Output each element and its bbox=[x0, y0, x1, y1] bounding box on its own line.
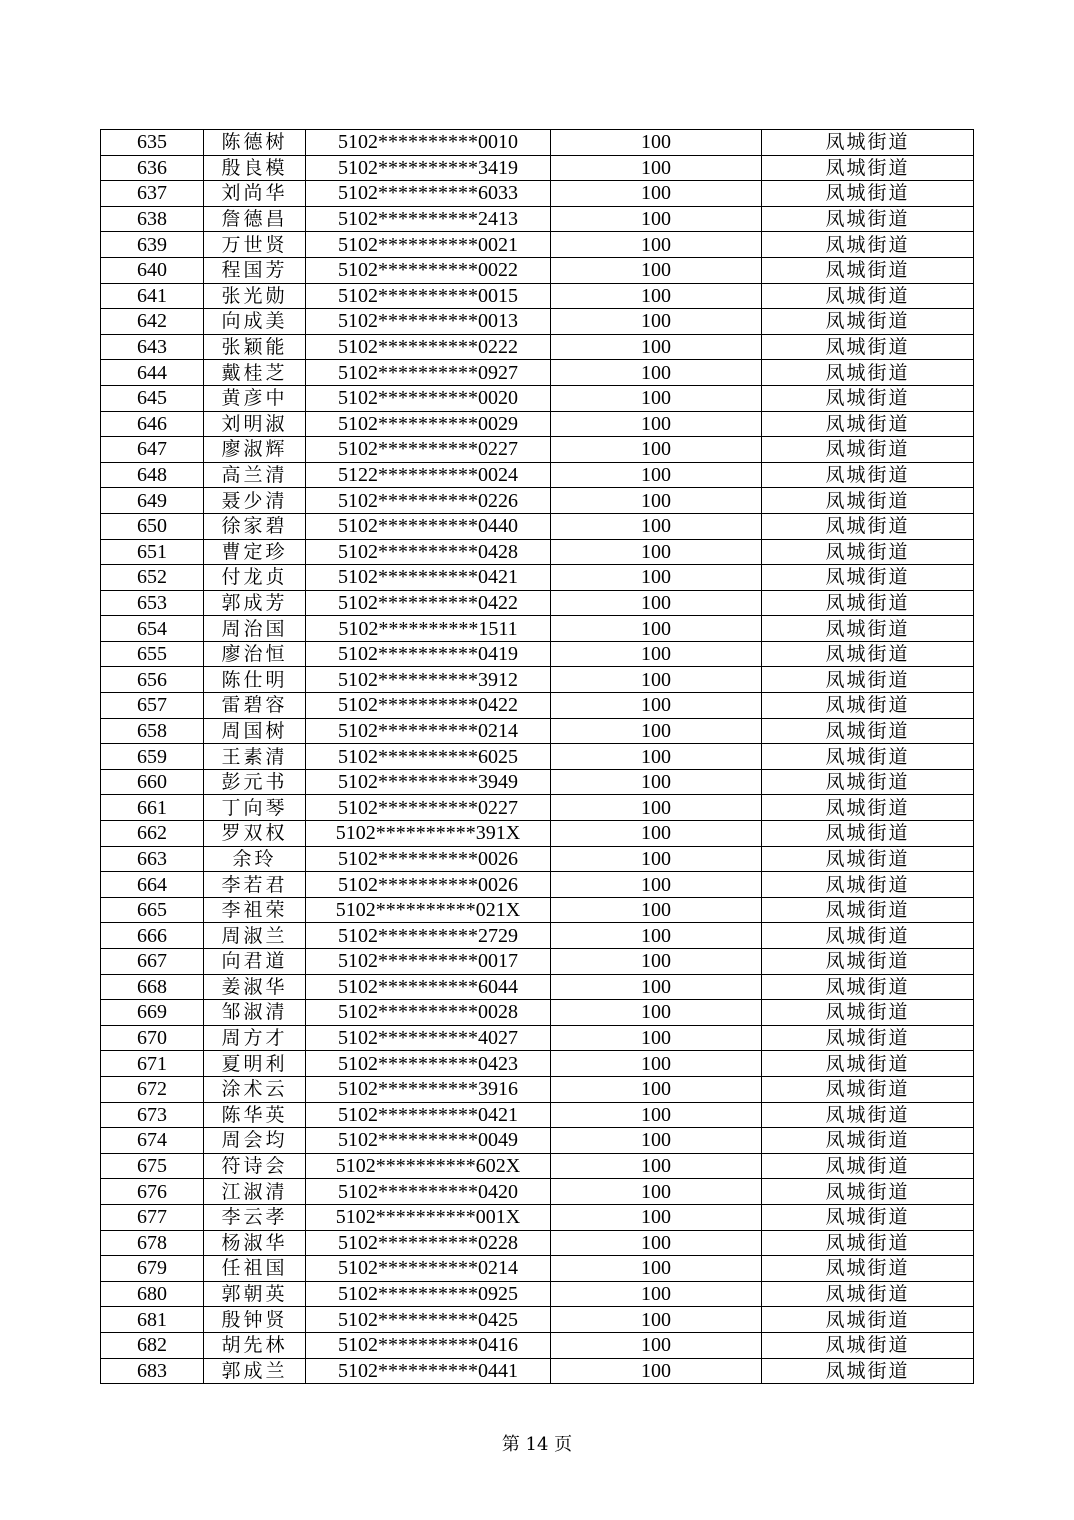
name-cell: 罗双权 bbox=[204, 821, 306, 847]
amount-cell: 100 bbox=[551, 718, 762, 744]
street-cell: 凤城街道 bbox=[762, 360, 974, 386]
name-cell: 任祖国 bbox=[204, 1256, 306, 1282]
amount-cell: 100 bbox=[551, 616, 762, 642]
id-number-cell: 5102**********0421 bbox=[306, 1102, 551, 1128]
row-number-cell: 678 bbox=[101, 1230, 204, 1256]
street-cell: 凤城街道 bbox=[762, 1358, 974, 1384]
amount-cell: 100 bbox=[551, 309, 762, 335]
id-number-cell: 5102**********0420 bbox=[306, 1179, 551, 1205]
row-number-cell: 639 bbox=[101, 232, 204, 258]
row-number-cell: 654 bbox=[101, 616, 204, 642]
name-cell: 程国芳 bbox=[204, 257, 306, 283]
row-number-cell: 638 bbox=[101, 206, 204, 232]
id-number-cell: 5102**********6025 bbox=[306, 744, 551, 770]
table-row bbox=[101, 872, 974, 898]
id-number-cell: 5102**********0441 bbox=[306, 1358, 551, 1384]
name-cell: 刘明淑 bbox=[204, 411, 306, 437]
amount-cell: 100 bbox=[551, 1204, 762, 1230]
amount-cell: 100 bbox=[551, 130, 762, 156]
name-cell: 夏明利 bbox=[204, 1051, 306, 1077]
name-cell: 曹定珍 bbox=[204, 539, 306, 565]
row-number-cell: 660 bbox=[101, 769, 204, 795]
id-number-cell: 5102**********0422 bbox=[306, 590, 551, 616]
row-number-cell: 681 bbox=[101, 1307, 204, 1333]
id-number-cell: 5102**********0214 bbox=[306, 1256, 551, 1282]
street-cell: 凤城街道 bbox=[762, 616, 974, 642]
table-row bbox=[101, 923, 974, 949]
table-row bbox=[101, 616, 974, 642]
name-cell: 符诗会 bbox=[204, 1153, 306, 1179]
id-number-cell: 5102**********0015 bbox=[306, 283, 551, 309]
amount-cell: 100 bbox=[551, 488, 762, 514]
street-cell: 凤城街道 bbox=[762, 1000, 974, 1026]
table-row bbox=[101, 130, 974, 156]
id-number-cell: 5102**********001X bbox=[306, 1204, 551, 1230]
street-cell: 凤城街道 bbox=[762, 309, 974, 335]
amount-cell: 100 bbox=[551, 1256, 762, 1282]
id-number-cell: 5102**********0226 bbox=[306, 488, 551, 514]
street-cell: 凤城街道 bbox=[762, 718, 974, 744]
amount-cell: 100 bbox=[551, 565, 762, 591]
amount-cell: 100 bbox=[551, 1358, 762, 1384]
amount-cell: 100 bbox=[551, 667, 762, 693]
name-cell: 戴桂芝 bbox=[204, 360, 306, 386]
amount-cell: 100 bbox=[551, 1281, 762, 1307]
name-cell: 郭成兰 bbox=[204, 1358, 306, 1384]
street-cell: 凤城街道 bbox=[762, 539, 974, 565]
table-row bbox=[101, 974, 974, 1000]
street-cell: 凤城街道 bbox=[762, 846, 974, 872]
amount-cell: 100 bbox=[551, 949, 762, 975]
amount-cell: 100 bbox=[551, 437, 762, 463]
table-row bbox=[101, 949, 974, 975]
row-number-cell: 683 bbox=[101, 1358, 204, 1384]
row-number-cell: 642 bbox=[101, 309, 204, 335]
row-number-cell: 637 bbox=[101, 181, 204, 207]
name-cell: 向成美 bbox=[204, 309, 306, 335]
row-number-cell: 652 bbox=[101, 565, 204, 591]
table-row bbox=[101, 1179, 974, 1205]
id-number-cell: 5102**********6033 bbox=[306, 181, 551, 207]
id-number-cell: 5102**********0227 bbox=[306, 795, 551, 821]
row-number-cell: 674 bbox=[101, 1128, 204, 1154]
id-number-cell: 5102**********391X bbox=[306, 821, 551, 847]
table-row bbox=[101, 1256, 974, 1282]
table-row bbox=[101, 360, 974, 386]
name-cell: 周国树 bbox=[204, 718, 306, 744]
row-number-cell: 664 bbox=[101, 872, 204, 898]
name-cell: 周淑兰 bbox=[204, 923, 306, 949]
id-number-cell: 5102**********3949 bbox=[306, 769, 551, 795]
table-row bbox=[101, 769, 974, 795]
row-number-cell: 646 bbox=[101, 411, 204, 437]
amount-cell: 100 bbox=[551, 334, 762, 360]
table-row bbox=[101, 718, 974, 744]
street-cell: 凤城街道 bbox=[762, 1332, 974, 1358]
name-cell: 李云孝 bbox=[204, 1204, 306, 1230]
street-cell: 凤城街道 bbox=[762, 385, 974, 411]
row-number-cell: 649 bbox=[101, 488, 204, 514]
id-number-cell: 5102**********2413 bbox=[306, 206, 551, 232]
amount-cell: 100 bbox=[551, 821, 762, 847]
amount-cell: 100 bbox=[551, 1025, 762, 1051]
name-cell: 陈华英 bbox=[204, 1102, 306, 1128]
table-row bbox=[101, 1307, 974, 1333]
table-row bbox=[101, 513, 974, 539]
id-number-cell: 5102**********0440 bbox=[306, 513, 551, 539]
table-row bbox=[101, 667, 974, 693]
amount-cell: 100 bbox=[551, 206, 762, 232]
name-cell: 张光勋 bbox=[204, 283, 306, 309]
name-cell: 郭朝英 bbox=[204, 1281, 306, 1307]
street-cell: 凤城街道 bbox=[762, 283, 974, 309]
row-number-cell: 676 bbox=[101, 1179, 204, 1205]
street-cell: 凤城街道 bbox=[762, 206, 974, 232]
street-cell: 凤城街道 bbox=[762, 1230, 974, 1256]
street-cell: 凤城街道 bbox=[762, 1128, 974, 1154]
amount-cell: 100 bbox=[551, 923, 762, 949]
id-number-cell: 5102**********0428 bbox=[306, 539, 551, 565]
name-cell: 李祖荣 bbox=[204, 897, 306, 923]
table-row bbox=[101, 1000, 974, 1026]
row-number-cell: 656 bbox=[101, 667, 204, 693]
street-cell: 凤城街道 bbox=[762, 411, 974, 437]
id-number-cell: 5122**********0024 bbox=[306, 462, 551, 488]
id-number-cell: 5102**********0425 bbox=[306, 1307, 551, 1333]
table-row bbox=[101, 232, 974, 258]
name-cell: 邹淑清 bbox=[204, 1000, 306, 1026]
row-number-cell: 658 bbox=[101, 718, 204, 744]
table-row bbox=[101, 1076, 974, 1102]
table-row bbox=[101, 846, 974, 872]
row-number-cell: 679 bbox=[101, 1256, 204, 1282]
id-number-cell: 5102**********0228 bbox=[306, 1230, 551, 1256]
street-cell: 凤城街道 bbox=[762, 513, 974, 539]
id-number-cell: 5102**********0026 bbox=[306, 846, 551, 872]
id-number-cell: 5102**********3916 bbox=[306, 1076, 551, 1102]
id-number-cell: 5102**********0422 bbox=[306, 693, 551, 719]
name-cell: 殷钟贤 bbox=[204, 1307, 306, 1333]
name-cell: 刘尚华 bbox=[204, 181, 306, 207]
id-number-cell: 5102**********602X bbox=[306, 1153, 551, 1179]
name-cell: 陈仕明 bbox=[204, 667, 306, 693]
street-cell: 凤城街道 bbox=[762, 897, 974, 923]
amount-cell: 100 bbox=[551, 1332, 762, 1358]
name-cell: 彭元书 bbox=[204, 769, 306, 795]
name-cell: 丁向琴 bbox=[204, 795, 306, 821]
id-number-cell: 5102**********0010 bbox=[306, 130, 551, 156]
roster-table bbox=[100, 129, 974, 1384]
table-row bbox=[101, 385, 974, 411]
id-number-cell: 5102**********0028 bbox=[306, 1000, 551, 1026]
row-number-cell: 668 bbox=[101, 974, 204, 1000]
name-cell: 余玲 bbox=[204, 846, 306, 872]
table-row bbox=[101, 1102, 974, 1128]
street-cell: 凤城街道 bbox=[762, 1179, 974, 1205]
amount-cell: 100 bbox=[551, 1179, 762, 1205]
name-cell: 廖淑辉 bbox=[204, 437, 306, 463]
amount-cell: 100 bbox=[551, 513, 762, 539]
street-cell: 凤城街道 bbox=[762, 641, 974, 667]
id-number-cell: 5102**********0421 bbox=[306, 565, 551, 591]
id-number-cell: 5102**********0416 bbox=[306, 1332, 551, 1358]
row-number-cell: 669 bbox=[101, 1000, 204, 1026]
table-row bbox=[101, 641, 974, 667]
id-number-cell: 5102**********4027 bbox=[306, 1025, 551, 1051]
street-cell: 凤城街道 bbox=[762, 1076, 974, 1102]
table-row bbox=[101, 744, 974, 770]
name-cell: 周方才 bbox=[204, 1025, 306, 1051]
amount-cell: 100 bbox=[551, 693, 762, 719]
name-cell: 詹德昌 bbox=[204, 206, 306, 232]
street-cell: 凤城街道 bbox=[762, 769, 974, 795]
id-number-cell: 5102**********0222 bbox=[306, 334, 551, 360]
amount-cell: 100 bbox=[551, 360, 762, 386]
roster-table-body bbox=[101, 130, 974, 1384]
name-cell: 廖治恒 bbox=[204, 641, 306, 667]
table-row bbox=[101, 437, 974, 463]
row-number-cell: 680 bbox=[101, 1281, 204, 1307]
amount-cell: 100 bbox=[551, 1102, 762, 1128]
id-number-cell: 5102**********0925 bbox=[306, 1281, 551, 1307]
table-row bbox=[101, 1025, 974, 1051]
table-row bbox=[101, 539, 974, 565]
row-number-cell: 670 bbox=[101, 1025, 204, 1051]
row-number-cell: 677 bbox=[101, 1204, 204, 1230]
id-number-cell: 5102**********0026 bbox=[306, 872, 551, 898]
row-number-cell: 635 bbox=[101, 130, 204, 156]
street-cell: 凤城街道 bbox=[762, 1025, 974, 1051]
row-number-cell: 662 bbox=[101, 821, 204, 847]
street-cell: 凤城街道 bbox=[762, 693, 974, 719]
street-cell: 凤城街道 bbox=[762, 488, 974, 514]
amount-cell: 100 bbox=[551, 1128, 762, 1154]
name-cell: 姜淑华 bbox=[204, 974, 306, 1000]
id-number-cell: 5102**********1511 bbox=[306, 616, 551, 642]
table-row bbox=[101, 181, 974, 207]
amount-cell: 100 bbox=[551, 385, 762, 411]
row-number-cell: 672 bbox=[101, 1076, 204, 1102]
street-cell: 凤城街道 bbox=[762, 923, 974, 949]
row-number-cell: 651 bbox=[101, 539, 204, 565]
id-number-cell: 5102**********0227 bbox=[306, 437, 551, 463]
row-number-cell: 671 bbox=[101, 1051, 204, 1077]
id-number-cell: 5102**********0022 bbox=[306, 257, 551, 283]
street-cell: 凤城街道 bbox=[762, 974, 974, 1000]
table-row bbox=[101, 590, 974, 616]
table-row bbox=[101, 1153, 974, 1179]
street-cell: 凤城街道 bbox=[762, 130, 974, 156]
street-cell: 凤城街道 bbox=[762, 872, 974, 898]
street-cell: 凤城街道 bbox=[762, 1256, 974, 1282]
row-number-cell: 643 bbox=[101, 334, 204, 360]
street-cell: 凤城街道 bbox=[762, 1102, 974, 1128]
id-number-cell: 5102**********0021 bbox=[306, 232, 551, 258]
table-row bbox=[101, 334, 974, 360]
name-cell: 徐家碧 bbox=[204, 513, 306, 539]
name-cell: 殷良模 bbox=[204, 155, 306, 181]
name-cell: 高兰清 bbox=[204, 462, 306, 488]
row-number-cell: 673 bbox=[101, 1102, 204, 1128]
row-number-cell: 682 bbox=[101, 1332, 204, 1358]
table-row bbox=[101, 1358, 974, 1384]
street-cell: 凤城街道 bbox=[762, 181, 974, 207]
amount-cell: 100 bbox=[551, 1153, 762, 1179]
amount-cell: 100 bbox=[551, 795, 762, 821]
table-row bbox=[101, 155, 974, 181]
table-row bbox=[101, 897, 974, 923]
table-row bbox=[101, 411, 974, 437]
amount-cell: 100 bbox=[551, 846, 762, 872]
amount-cell: 100 bbox=[551, 155, 762, 181]
row-number-cell: 663 bbox=[101, 846, 204, 872]
table-row bbox=[101, 1332, 974, 1358]
amount-cell: 100 bbox=[551, 257, 762, 283]
name-cell: 周会均 bbox=[204, 1128, 306, 1154]
street-cell: 凤城街道 bbox=[762, 1307, 974, 1333]
row-number-cell: 641 bbox=[101, 283, 204, 309]
id-number-cell: 5102**********3419 bbox=[306, 155, 551, 181]
id-number-cell: 5102**********0423 bbox=[306, 1051, 551, 1077]
table-row bbox=[101, 693, 974, 719]
table-row bbox=[101, 565, 974, 591]
amount-cell: 100 bbox=[551, 769, 762, 795]
street-cell: 凤城街道 bbox=[762, 821, 974, 847]
amount-cell: 100 bbox=[551, 641, 762, 667]
street-cell: 凤城街道 bbox=[762, 155, 974, 181]
row-number-cell: 675 bbox=[101, 1153, 204, 1179]
row-number-cell: 648 bbox=[101, 462, 204, 488]
name-cell: 雷碧容 bbox=[204, 693, 306, 719]
name-cell: 聂少清 bbox=[204, 488, 306, 514]
street-cell: 凤城街道 bbox=[762, 1204, 974, 1230]
table-row bbox=[101, 206, 974, 232]
id-number-cell: 5102**********0214 bbox=[306, 718, 551, 744]
id-number-cell: 5102**********0020 bbox=[306, 385, 551, 411]
amount-cell: 100 bbox=[551, 283, 762, 309]
street-cell: 凤城街道 bbox=[762, 334, 974, 360]
id-number-cell: 5102**********021X bbox=[306, 897, 551, 923]
id-number-cell: 5102**********0017 bbox=[306, 949, 551, 975]
id-number-cell: 5102**********0013 bbox=[306, 309, 551, 335]
row-number-cell: 667 bbox=[101, 949, 204, 975]
id-number-cell: 5102**********3912 bbox=[306, 667, 551, 693]
street-cell: 凤城街道 bbox=[762, 795, 974, 821]
row-number-cell: 661 bbox=[101, 795, 204, 821]
id-number-cell: 5102**********0927 bbox=[306, 360, 551, 386]
name-cell: 李若君 bbox=[204, 872, 306, 898]
row-number-cell: 657 bbox=[101, 693, 204, 719]
table-row bbox=[101, 1281, 974, 1307]
table-row bbox=[101, 1051, 974, 1077]
amount-cell: 100 bbox=[551, 462, 762, 488]
id-number-cell: 5102**********6044 bbox=[306, 974, 551, 1000]
row-number-cell: 644 bbox=[101, 360, 204, 386]
street-cell: 凤城街道 bbox=[762, 1153, 974, 1179]
amount-cell: 100 bbox=[551, 1000, 762, 1026]
row-number-cell: 650 bbox=[101, 513, 204, 539]
name-cell: 付龙贞 bbox=[204, 565, 306, 591]
row-number-cell: 636 bbox=[101, 155, 204, 181]
name-cell: 张颖能 bbox=[204, 334, 306, 360]
name-cell: 万世贤 bbox=[204, 232, 306, 258]
amount-cell: 100 bbox=[551, 744, 762, 770]
table-row bbox=[101, 257, 974, 283]
table-row bbox=[101, 1204, 974, 1230]
row-number-cell: 640 bbox=[101, 257, 204, 283]
amount-cell: 100 bbox=[551, 590, 762, 616]
name-cell: 涂术云 bbox=[204, 1076, 306, 1102]
street-cell: 凤城街道 bbox=[762, 744, 974, 770]
amount-cell: 100 bbox=[551, 1230, 762, 1256]
row-number-cell: 645 bbox=[101, 385, 204, 411]
amount-cell: 100 bbox=[551, 872, 762, 898]
id-number-cell: 5102**********0029 bbox=[306, 411, 551, 437]
name-cell: 杨淑华 bbox=[204, 1230, 306, 1256]
street-cell: 凤城街道 bbox=[762, 437, 974, 463]
row-number-cell: 666 bbox=[101, 923, 204, 949]
row-number-cell: 659 bbox=[101, 744, 204, 770]
table-row bbox=[101, 1230, 974, 1256]
name-cell: 江淑清 bbox=[204, 1179, 306, 1205]
amount-cell: 100 bbox=[551, 181, 762, 207]
name-cell: 王素清 bbox=[204, 744, 306, 770]
amount-cell: 100 bbox=[551, 232, 762, 258]
street-cell: 凤城街道 bbox=[762, 1051, 974, 1077]
name-cell: 郭成芳 bbox=[204, 590, 306, 616]
amount-cell: 100 bbox=[551, 974, 762, 1000]
amount-cell: 100 bbox=[551, 897, 762, 923]
name-cell: 黄彦中 bbox=[204, 385, 306, 411]
table-row bbox=[101, 462, 974, 488]
street-cell: 凤城街道 bbox=[762, 257, 974, 283]
table-row bbox=[101, 283, 974, 309]
street-cell: 凤城街道 bbox=[762, 462, 974, 488]
row-number-cell: 653 bbox=[101, 590, 204, 616]
amount-cell: 100 bbox=[551, 411, 762, 437]
street-cell: 凤城街道 bbox=[762, 232, 974, 258]
amount-cell: 100 bbox=[551, 1051, 762, 1077]
street-cell: 凤城街道 bbox=[762, 590, 974, 616]
table-row bbox=[101, 488, 974, 514]
table-row bbox=[101, 821, 974, 847]
page-number: 第 14 页 bbox=[501, 1434, 573, 1455]
table-row bbox=[101, 795, 974, 821]
name-cell: 陈德树 bbox=[204, 130, 306, 156]
amount-cell: 100 bbox=[551, 1076, 762, 1102]
table-row bbox=[101, 1128, 974, 1154]
amount-cell: 100 bbox=[551, 539, 762, 565]
id-number-cell: 5102**********0049 bbox=[306, 1128, 551, 1154]
name-cell: 胡先林 bbox=[204, 1332, 306, 1358]
name-cell: 周治国 bbox=[204, 616, 306, 642]
street-cell: 凤城街道 bbox=[762, 949, 974, 975]
amount-cell: 100 bbox=[551, 1307, 762, 1333]
street-cell: 凤城街道 bbox=[762, 667, 974, 693]
row-number-cell: 647 bbox=[101, 437, 204, 463]
street-cell: 凤城街道 bbox=[762, 1281, 974, 1307]
id-number-cell: 5102**********0419 bbox=[306, 641, 551, 667]
row-number-cell: 665 bbox=[101, 897, 204, 923]
street-cell: 凤城街道 bbox=[762, 565, 974, 591]
table-row bbox=[101, 309, 974, 335]
name-cell: 向君道 bbox=[204, 949, 306, 975]
id-number-cell: 5102**********2729 bbox=[306, 923, 551, 949]
row-number-cell: 655 bbox=[101, 641, 204, 667]
